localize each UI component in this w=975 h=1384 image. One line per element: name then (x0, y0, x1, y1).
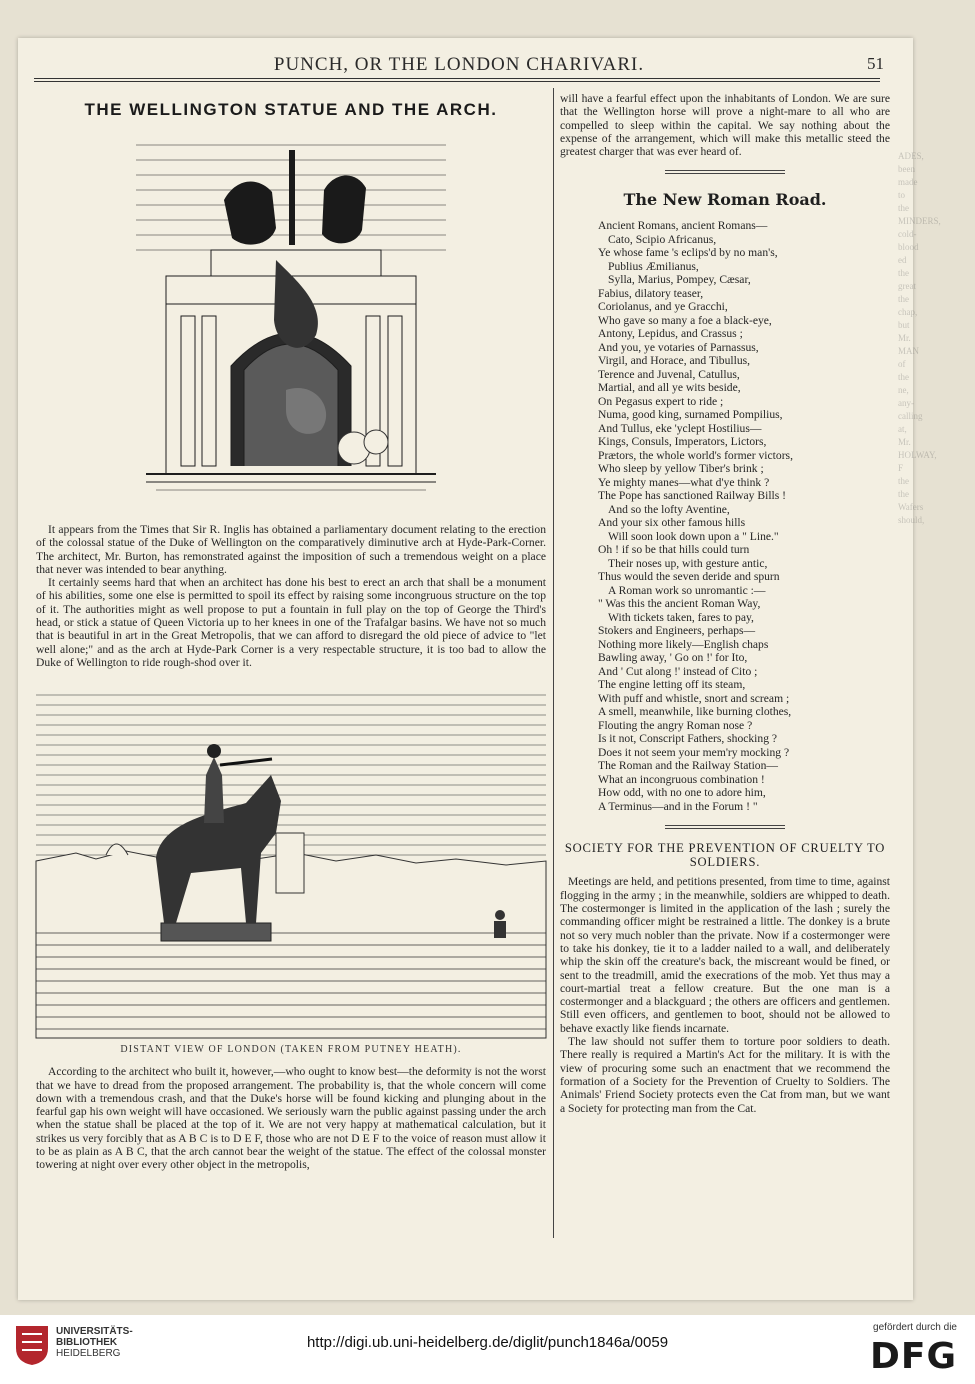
poem-body (598, 219, 890, 813)
library-name-line: BIBLIOTHEK (56, 1337, 118, 1348)
article-paragraph: It appears from the Times that Sir R. Inglis has obtained a parliamentary document relating to the erection of the colossal statue of the Duke of Wellington on the comparatively diminutive arch at Hyde-Park-Corner. The architect, Mr. Burton, has remonstrated against the imposition of such a tremendous weight on a place that never was intended to bear anything. (36, 523, 546, 576)
header-rule (34, 78, 880, 79)
poem-line: A Terminus—and in the Forum ! " (598, 799, 758, 813)
poem-line: The engine letting off its steam, (598, 678, 746, 692)
right-column (560, 92, 890, 1115)
poem-line: Oh ! if so be that hills could turn (598, 543, 750, 557)
poem-line: Ye mighty manes—what d'ye think ? (598, 475, 770, 489)
poem-line: Antony, Lepidus, and Crassus ; (598, 327, 743, 341)
poem-line: Thus would the seven deride and spurn (598, 570, 780, 584)
poem-line: And so the lofty Aventine, (608, 502, 730, 516)
section-divider (665, 825, 785, 829)
poem-line: Nothing more likely—English chaps (598, 637, 769, 651)
dfg-logo: DFG (869, 1336, 957, 1377)
running-title: PUNCH, OR THE LONDON CHARIVARI. (273, 54, 645, 75)
poem-line: Is it not, Conscript Fathers, shocking ? (598, 732, 778, 746)
article-paragraph: It certainly seems hard that when an architect has done his best to erect an arch that shall be a monument of his abilities, some one else is permitted to spoil its effect by raising some incongruous structure on the top of it. The authorities might as well propose to put a fountain in full play on the top of George the Third's head, or stick a statue of Queen Victoria up to her knees in one of the Trafalgar basins. We have not so much that is beautiful in art in the Great Metropolis, that we can afford to disregard the old piece of advice to "let well alone;" and as the arch at Hyde-Park Corner is a very respectable structure, it is too bad to allow the Duke of Wellington to ride rough-shod over it. (36, 576, 546, 669)
poem-line: Martial, and all ye wits beside, (598, 381, 741, 395)
left-column (36, 92, 546, 1172)
society-paragraph: Meetings are held, and petitions presented, from time to time, against flogging in the army ; in the meanwhile, soldiers are whipped to death. The costermonger is limited in the application of the lash ; surely the commanding officer might be restrained a little. The donkey is a brute not so very much nobler than the private. Now if a costermonger were to take his donkey, tie it to a ladder nailed to a wall, and deliberately whip the skin off the creature's back, the miscreant would be fined, or sent to the treadmill, amid the execrations of the mob. Yet thus may a court-martial treat a fellow creature. But the one man is a costermonger and a blackguard ; the others are officers and gentlemen. Still even officers, and gentlemen to boot, should not be allowed to behave exactly like fiends incarnate. (560, 875, 890, 1035)
poem-line: Prætors, the whole world's former victors, (598, 448, 793, 462)
facing-page-bleed: ADES, been made to the MINDERS, cold-blood ed the great the chap, but Mr. MAN of the ne, any- calling at, Mr. HOLWAY, F the the Wafers should, (898, 151, 941, 525)
poem-line: Ye whose fame 's eclips'd by no man's, (598, 246, 778, 260)
library-name-line: UNIVERSITÄTS- (56, 1326, 133, 1337)
poem-line: Coriolanus, and ye Gracchi, (598, 300, 728, 314)
poem-line: With tickets taken, fares to pay, (608, 610, 754, 624)
page-number: 51 (867, 54, 884, 73)
poem-line: And Tullus, eke 'yclept Hostilius— (598, 421, 762, 435)
poem-line: Publius Æmilianus, (608, 259, 699, 273)
society-title: SOCIETY FOR THE PREVENTION OF CRUELTY TO SOLDIERS. (564, 841, 886, 870)
running-header (34, 50, 884, 76)
poem-title: The New Roman Road. (623, 190, 827, 210)
poem-line: Flouting the angry Roman nose ? (598, 718, 753, 732)
illustration-caption: DISTANT VIEW OF LONDON (TAKEN FROM PUTNEY HEATH). (120, 1044, 462, 1056)
poem-line: With puff and whistle, snort and scream ; (598, 691, 790, 705)
article-title: THE WELLINGTON STATUE AND THE ARCH. (84, 100, 498, 119)
poem-line: Their noses up, with gesture antic, (608, 556, 768, 570)
poem-line: Virgil, and Horace, and Tibullus, (598, 354, 751, 368)
poem-line: Will soon look down upon a " Line." (608, 529, 779, 543)
poem-line: The Roman and the Railway Station— (598, 759, 778, 773)
column-rule (553, 88, 554, 1238)
poem-line: Bawling away, ' Go on !' for Ito, (598, 651, 748, 665)
header-rule-thin (34, 81, 880, 82)
poem-line: Terence and Juvenal, Catullus, (598, 367, 740, 381)
poem-line: A smell, meanwhile, like burning clothes, (598, 705, 792, 719)
poem-line: What an incongruous combination ! (598, 772, 765, 786)
funding-note: gefördert durch die (873, 1322, 957, 1333)
poem-line: Kings, Consuls, Imperators, Lictors, (598, 435, 767, 449)
poem-line: Cato, Scipio Africanus, (608, 232, 717, 246)
library-name-line: HEIDELBERG (56, 1348, 121, 1359)
poem-line: Numa, good king, surnamed Pompilius, (598, 408, 783, 422)
poem-line: Does it not seem your mem'ry mocking ? (598, 745, 790, 759)
section-divider (665, 170, 785, 174)
poem-line: Stokers and Engineers, perhaps— (598, 624, 756, 638)
poem-line: Ancient Romans, ancient Romans— (598, 219, 768, 233)
poem-line: And you, ye votaries of Parnassus, (598, 340, 759, 354)
poem-line: A Roman work so unromantic :— (608, 583, 766, 597)
poem-line: Sylla, Marius, Pompey, Cæsar, (608, 273, 751, 287)
poem-line: The Pope has sanctioned Railway Bills ! (598, 489, 787, 503)
poem-line: How odd, with no one to adore him, (598, 786, 766, 800)
distant-view-illustration (36, 683, 546, 1038)
poem-line: Fabius, dilatory teaser, (598, 286, 704, 300)
poem-line: Who sleep by yellow Tiber's brink ; (598, 462, 764, 476)
poem-line: And ' Cut along !' instead of Cito ; (598, 664, 758, 678)
poem-line: On Pegasus expert to ride ; (598, 394, 724, 408)
poem-line: " Was this the ancient Roman Way, (598, 597, 761, 611)
poem-line: And your six other famous hills (598, 516, 746, 530)
society-paragraph: The law should not suffer them to torture poor soldiers to death. There really is required a Martin's Act for the military. It is with the view of procuring some such an enactment that we recommend the formation of a Society for the Prevention of Cruelty to Soldiers. The Animals' Friend Society protects even the Cat from man, but we want a Society for protecting man from the Cat. (560, 1035, 890, 1115)
article-paragraph: According to the architect who built it, however,—who ought to know best—the deformity is not the worst that we have to dread from the proposed arrangement. The probability is, that the whole concern will come down with a tremendous crash, and that the Duke's horse will be found kicking and plunging about in the fearful gap his own weight will have occasioned. We seriously warn the public against passing under the arch when the statue shall be placed at the top of it. We are not very happy at mathematical calculation, but it strikes us very forcibly that as A B C is to D E F, those who are not D E F to the voice of reason must allow it to be as plain as A B C, that the arch cannot bear the weight of the statue. The effect of the colossal monster towering at night over every other object in the metropolis, (36, 1065, 546, 1172)
wellington-arch-illustration (126, 130, 456, 515)
permalink[interactable]: http://digi.ub.uni-heidelberg.de/diglit/punch1846a/0059 (306, 1334, 669, 1351)
poem-line: Who gave so many a foe a black-eye, (598, 313, 772, 327)
article-continuation: will have a fearful effect upon the inhabitants of London. We are sure that the Wellington horse will prove a night-mare to all who are compelled to sleep within the capital. We say nothing about the expense of the arrangement, which will make this metallic steed the greatest charger that was ever heard of. (560, 92, 890, 159)
